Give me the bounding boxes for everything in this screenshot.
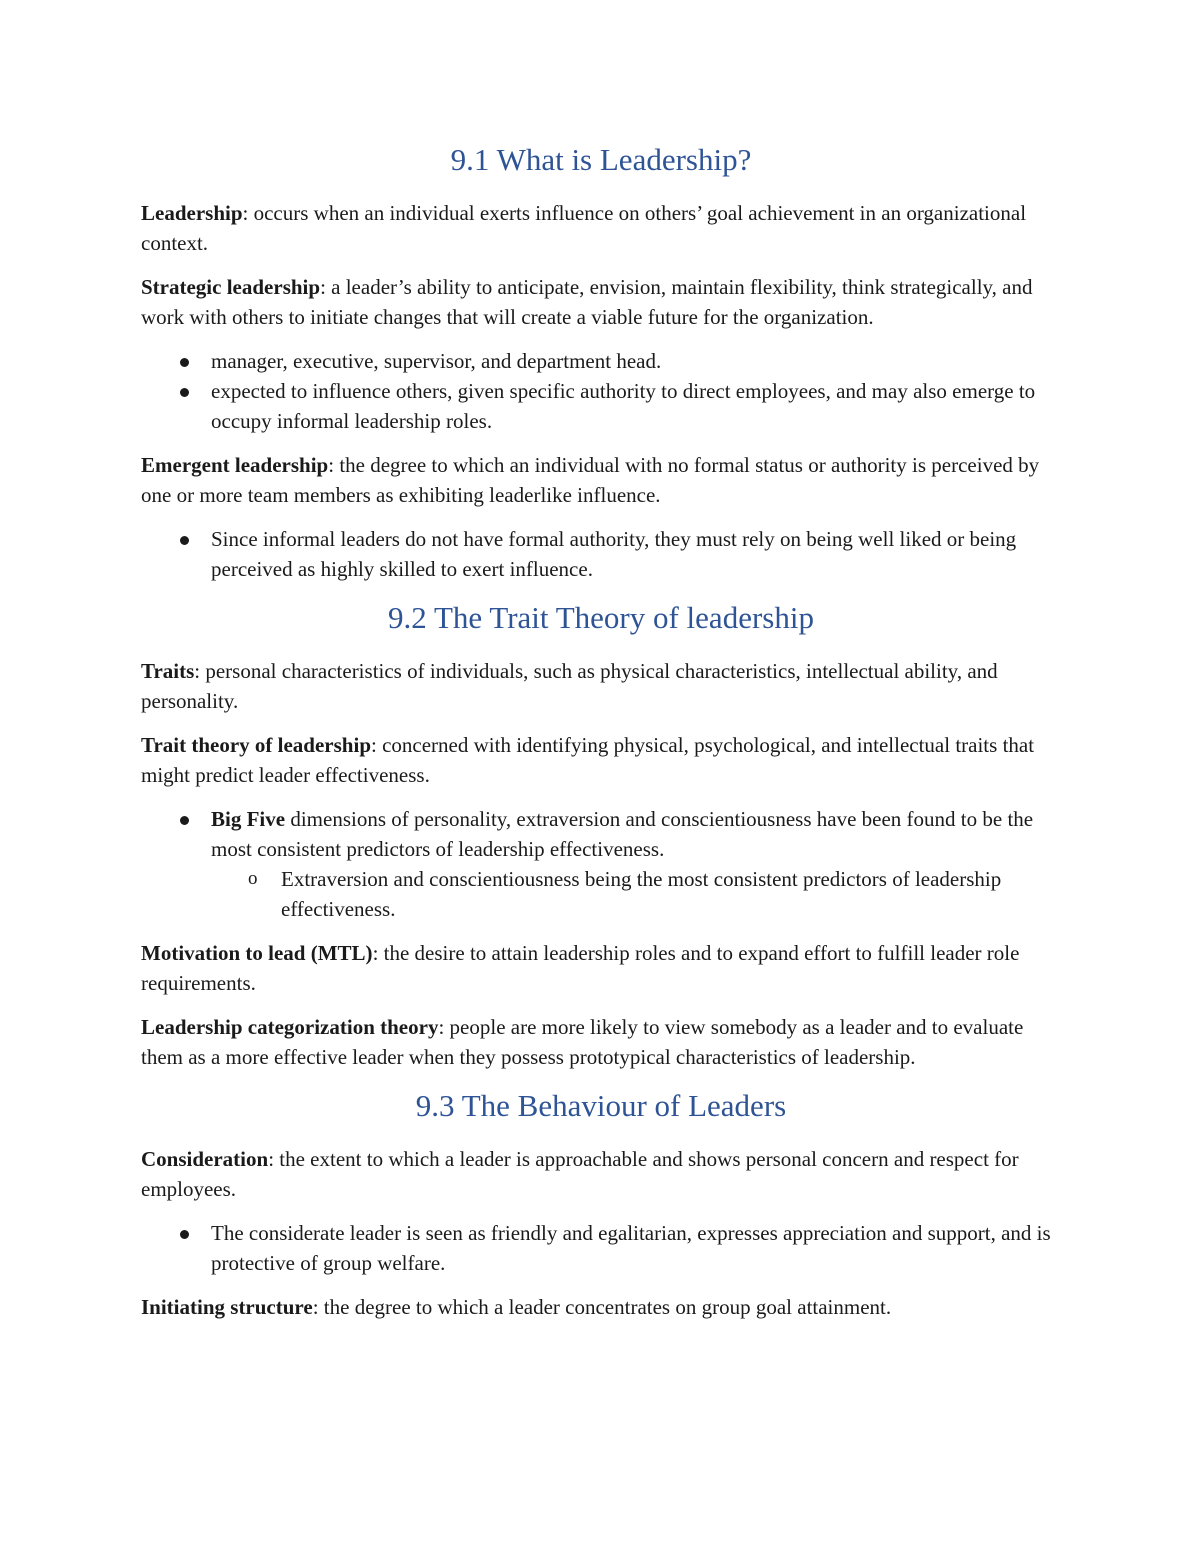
term-label: Leadership categorization theory [141,1015,439,1039]
definition-text: : occurs when an individual exerts influence on others’ goal achievement in an organizational context. [141,201,1027,255]
definition-trait-theory [141,730,1061,790]
list-item-text: dimensions of personality, extraversion and conscientiousness have been found to be the most consistent predictors of leadership effectiveness. [211,807,1034,861]
term-label: Emergent leadership [141,453,329,477]
definition-leadership [141,198,1061,258]
definition-consideration [141,1144,1061,1204]
definition-strategic-leadership [141,272,1061,332]
bullet-icon [180,816,189,825]
definition-text: : personal characteristics of individuals, such as physical characteristics, intellectual ability, and personality. [141,659,998,713]
list-item [141,376,1061,436]
sub-bullet-marker: o [248,868,258,889]
definition-traits [141,656,1061,716]
list-item [141,524,1061,584]
term-label: Big Five [211,807,286,831]
bullet-icon [180,358,189,367]
definition-text: : people are more likely to view somebody as a leader and to evaluate them as a more effective leader when they possess prototypical characteristics of leadership. [141,1015,1024,1069]
sub-bullet-list [211,864,1061,924]
term-label: Consideration [141,1147,269,1171]
bullet-list [141,804,1061,924]
bullet-icon [180,536,189,545]
sub-list-item-text: Extraversion and conscientiousness being the most consistent predictors of leadership effectiveness. [281,867,1002,921]
list-item [141,1218,1061,1278]
bullet-list [141,1218,1061,1278]
list-item [141,346,1061,376]
list-item-text: Since informal leaders do not have formal authority, they must rely on being well liked or being perceived as highly skilled to exert influence. [211,527,1017,581]
term-label: Strategic leadership [141,275,321,299]
definition-text: : the degree to which an individual with no formal status or authority is perceived by one or more team members as exhibiting leaderlike influence. [141,453,1040,507]
definition-text: : the extent to which a leader is approachable and shows personal concern and respect for employees. [141,1147,1019,1201]
definition-leadership-categorization [141,1012,1061,1072]
definition-text: : concerned with identifying physical, psychological, and intellectual traits that might predict leader effectiveness. [141,733,1035,787]
bullet-icon [180,1230,189,1239]
term-label: Traits [141,659,195,683]
sub-list-item [211,864,1061,924]
list-item-text: The considerate leader is seen as friendly and egalitarian, expresses appreciation and support, and is protective of group welfare. [211,1221,1051,1275]
term-label: Motivation to lead (MTL) [141,941,373,965]
definition-emergent-leadership [141,450,1061,510]
list-item-text: expected to influence others, given specific authority to direct employees, and may also emerge to occupy informal leadership roles. [211,379,1036,433]
bullet-list [141,524,1061,584]
section-heading-9-2: 9.2 The Trait Theory of leadership [388,600,814,635]
bullet-list [141,346,1061,436]
document-page [141,140,1061,1336]
definition-motivation-to-lead [141,938,1061,998]
definition-text: : the desire to attain leadership roles and to expand effort to fulfill leader role requirements. [141,941,1020,995]
definition-text: : the degree to which a leader concentrates on group goal attainment. [312,1295,892,1319]
bullet-icon [180,388,189,397]
term-label: Leadership [141,201,243,225]
term-label: Initiating structure [141,1295,313,1319]
definition-text: : a leader’s ability to anticipate, envision, maintain flexibility, think strategically, and work with others to initiate changes that will create a viable future for the organization. [141,275,1033,329]
definition-initiating-structure [141,1292,1061,1322]
list-item [141,804,1061,924]
section-heading-9-1: 9.1 What is Leadership? [450,142,752,177]
section-heading-9-3: 9.3 The Behaviour of Leaders [415,1088,787,1123]
term-label: Trait theory of leadership [141,733,371,757]
list-item-text: manager, executive, supervisor, and department head. [211,349,662,373]
